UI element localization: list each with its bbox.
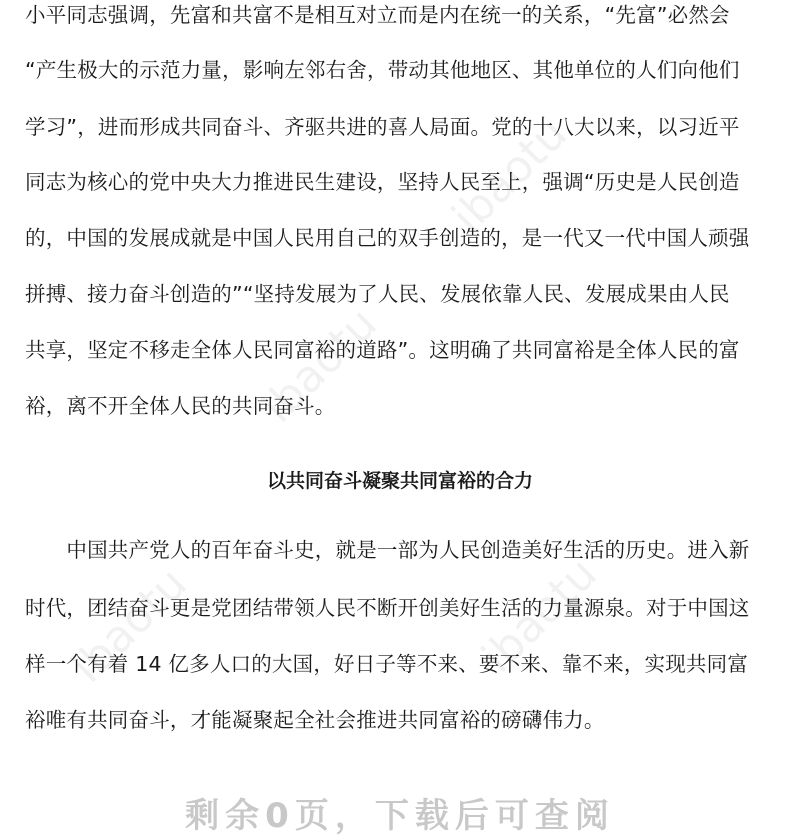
watermark-logo: ibaotu [472, 548, 607, 683]
watermark-logo: ibaotu [252, 298, 387, 433]
watermark-logo: ibaotu [442, 108, 577, 243]
remaining-pages-text: 剩余0页，下载后可查阅 [185, 796, 615, 836]
text-line: 样一个有着 14 亿多人口的大国，好日子等不来、要不来、靠不来，实现共同富 [25, 652, 749, 676]
text-line: “产生极大的示范力量，影响左邻右舍，带动其他地区、其他单位的人们向他们 [25, 58, 740, 82]
text-line: 同志为核心的党中央大力推进民生建设，坚持人民至上，强调“历史是人民创造 [25, 170, 740, 194]
watermark-logo: ibaotu [62, 558, 197, 693]
section-heading: 以共同奋斗凝聚共同富裕的合力 [266, 470, 533, 492]
text-line: 中国共产党人的百年奋斗史，就是一部为人民创造美好生活的历史。进入新 [25, 538, 750, 562]
text-line: 的，中国的发展成就是中国人民用自己的双手创造的，是一代又一代中国人顽强 [25, 226, 750, 250]
text-line: 学习”，进而形成共同奋斗、齐驱共进的喜人局面。党的十八大以来，以习近平 [25, 115, 740, 139]
text-line: 拼搏、接力奋斗创造的”“坚持发展为了人民、发展依靠人民、发展成果由人民 [25, 282, 730, 306]
text-line: 小平同志强调，先富和共富不是相互对立而是内在统一的关系，“先富”必然会 [25, 3, 730, 27]
text-line: 裕唯有共同奋斗，才能凝聚起全社会推进共同富裕的磅礴伟力。 [25, 708, 605, 732]
text-line: 时代，团结奋斗更是党团结带领人民不断开创美好生活的力量源泉。对于中国这 [25, 596, 750, 620]
text-line: 裕，离不开全体人民的共同奋斗。 [25, 394, 336, 418]
text-line: 共享，坚定不移走全体人民同富裕的道路”。这明确了共同富裕是全体人民的富 [25, 338, 740, 362]
remaining-pages-banner[interactable] [0, 778, 800, 836]
